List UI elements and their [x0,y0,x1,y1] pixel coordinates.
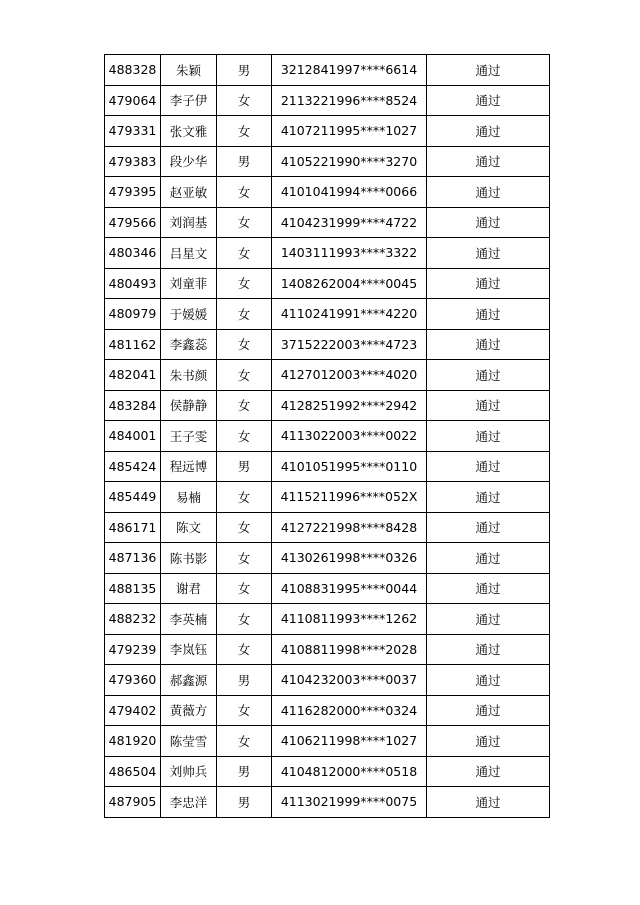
cell-name: 谢君 [161,573,217,604]
cell-exam-id: 481920 [105,726,161,757]
cell-result: 通过 [427,116,550,147]
cell-exam-id: 484001 [105,421,161,452]
table-row [105,726,550,757]
cell-result: 通过 [427,421,550,452]
cell-gender: 女 [217,177,272,208]
cell-name: 陈莹雪 [161,726,217,757]
cell-result: 通过 [427,451,550,482]
table-row [105,360,550,391]
cell-gender: 男 [217,146,272,177]
cell-name: 吕星文 [161,238,217,269]
cell-exam-id: 486504 [105,756,161,787]
cell-name: 张文雅 [161,116,217,147]
cell-name: 黄薇方 [161,695,217,726]
cell-exam-id: 479331 [105,116,161,147]
cell-exam-id: 480979 [105,299,161,330]
cell-result: 通过 [427,695,550,726]
cell-exam-id: 485449 [105,482,161,513]
table-row [105,756,550,787]
cell-result: 通过 [427,177,550,208]
table-row [105,421,550,452]
cell-id-card: 4127012003****4020 [272,360,427,391]
cell-exam-id: 488135 [105,573,161,604]
cell-result: 通过 [427,665,550,696]
table-row [105,299,550,330]
cell-name: 李忠洋 [161,787,217,818]
cell-gender: 男 [217,787,272,818]
cell-id-card: 3715222003****4723 [272,329,427,360]
cell-result: 通过 [427,634,550,665]
cell-id-card: 4110811993****1262 [272,604,427,635]
cell-name: 朱书颜 [161,360,217,391]
cell-id-card: 4116282000****0324 [272,695,427,726]
cell-gender: 女 [217,360,272,391]
cell-gender: 女 [217,116,272,147]
cell-result: 通过 [427,604,550,635]
cell-id-card: 4113021999****0075 [272,787,427,818]
cell-result: 通过 [427,299,550,330]
cell-gender: 女 [217,329,272,360]
cell-result: 通过 [427,756,550,787]
cell-name: 李鑫蕊 [161,329,217,360]
cell-result: 通过 [427,268,550,299]
cell-id-card: 4105221990****3270 [272,146,427,177]
cell-result: 通过 [427,55,550,86]
cell-result: 通过 [427,543,550,574]
cell-name: 李岚钰 [161,634,217,665]
cell-exam-id: 479360 [105,665,161,696]
table-row [105,390,550,421]
cell-id-card: 1403111993****3322 [272,238,427,269]
cell-gender: 女 [217,85,272,116]
cell-result: 通过 [427,360,550,391]
cell-name: 朱颖 [161,55,217,86]
cell-id-card: 1408262004****0045 [272,268,427,299]
cell-exam-id: 479064 [105,85,161,116]
table-row [105,238,550,269]
cell-gender: 女 [217,299,272,330]
cell-name: 刘帅兵 [161,756,217,787]
cell-exam-id: 479239 [105,634,161,665]
cell-exam-id: 483284 [105,390,161,421]
cell-name: 郝鑫源 [161,665,217,696]
cell-result: 通过 [427,726,550,757]
cell-result: 通过 [427,787,550,818]
cell-gender: 男 [217,451,272,482]
cell-exam-id: 479566 [105,207,161,238]
cell-id-card: 4108811998****2028 [272,634,427,665]
table-row [105,116,550,147]
cell-id-card: 4130261998****0326 [272,543,427,574]
table-row [105,451,550,482]
cell-id-card: 4106211998****1027 [272,726,427,757]
cell-result: 通过 [427,482,550,513]
cell-id-card: 4127221998****8428 [272,512,427,543]
cell-name: 陈文 [161,512,217,543]
cell-gender: 女 [217,207,272,238]
cell-name: 刘童菲 [161,268,217,299]
cell-id-card: 2113221996****8524 [272,85,427,116]
table-row [105,604,550,635]
cell-id-card: 4101041994****0066 [272,177,427,208]
cell-exam-id: 482041 [105,360,161,391]
table-row [105,482,550,513]
cell-name: 刘润基 [161,207,217,238]
table-row [105,85,550,116]
cell-id-card: 4113022003****0022 [272,421,427,452]
cell-id-card: 4104232003****0037 [272,665,427,696]
table-row [105,634,550,665]
cell-result: 通过 [427,329,550,360]
table-row [105,573,550,604]
cell-gender: 女 [217,695,272,726]
cell-gender: 男 [217,665,272,696]
results-table [104,54,550,818]
cell-gender: 女 [217,512,272,543]
table-row [105,177,550,208]
table-row [105,787,550,818]
cell-result: 通过 [427,85,550,116]
cell-exam-id: 480346 [105,238,161,269]
results-table-body [105,55,550,818]
cell-exam-id: 479402 [105,695,161,726]
cell-result: 通过 [427,573,550,604]
cell-result: 通过 [427,146,550,177]
cell-gender: 女 [217,543,272,574]
cell-name: 侯静静 [161,390,217,421]
cell-result: 通过 [427,207,550,238]
cell-name: 易楠 [161,482,217,513]
cell-result: 通过 [427,238,550,269]
cell-exam-id: 481162 [105,329,161,360]
table-row [105,329,550,360]
cell-id-card: 4108831995****0044 [272,573,427,604]
cell-id-card: 4107211995****1027 [272,116,427,147]
table-row [105,665,550,696]
cell-gender: 女 [217,634,272,665]
cell-id-card: 4104812000****0518 [272,756,427,787]
cell-exam-id: 486171 [105,512,161,543]
cell-exam-id: 487136 [105,543,161,574]
table-row [105,543,550,574]
cell-result: 通过 [427,512,550,543]
cell-result: 通过 [427,390,550,421]
table-row [105,146,550,177]
cell-gender: 女 [217,238,272,269]
cell-name: 王子雯 [161,421,217,452]
cell-name: 于媛媛 [161,299,217,330]
table-row [105,207,550,238]
table-row [105,268,550,299]
table-row [105,695,550,726]
cell-name: 陈书影 [161,543,217,574]
table-row [105,55,550,86]
cell-id-card: 3212841997****6614 [272,55,427,86]
cell-gender: 女 [217,421,272,452]
table-row [105,512,550,543]
cell-name: 程远博 [161,451,217,482]
cell-exam-id: 488328 [105,55,161,86]
cell-exam-id: 485424 [105,451,161,482]
cell-gender: 男 [217,55,272,86]
cell-name: 李英楠 [161,604,217,635]
cell-gender: 女 [217,482,272,513]
cell-name: 段少华 [161,146,217,177]
cell-name: 李子伊 [161,85,217,116]
cell-exam-id: 479383 [105,146,161,177]
cell-gender: 女 [217,573,272,604]
cell-exam-id: 479395 [105,177,161,208]
cell-id-card: 4115211996****052X [272,482,427,513]
cell-id-card: 4128251992****2942 [272,390,427,421]
cell-gender: 女 [217,726,272,757]
cell-exam-id: 487905 [105,787,161,818]
cell-id-card: 4104231999****4722 [272,207,427,238]
cell-gender: 女 [217,390,272,421]
cell-name: 赵亚敏 [161,177,217,208]
cell-id-card: 4110241991****4220 [272,299,427,330]
cell-id-card: 4101051995****0110 [272,451,427,482]
cell-exam-id: 480493 [105,268,161,299]
cell-gender: 男 [217,756,272,787]
cell-exam-id: 488232 [105,604,161,635]
cell-gender: 女 [217,604,272,635]
cell-gender: 女 [217,268,272,299]
